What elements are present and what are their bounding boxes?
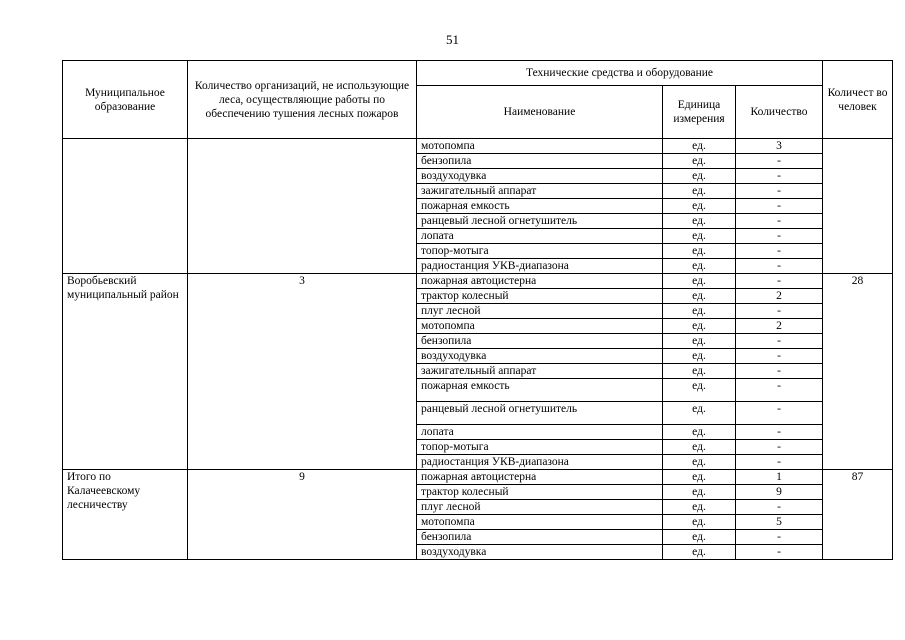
item-quantity-cell: - <box>736 199 823 214</box>
item-name-cell: пожарная емкость <box>417 379 663 402</box>
item-unit-cell: ед. <box>663 319 736 334</box>
item-unit-cell: ед. <box>663 515 736 530</box>
item-name-cell: радиостанция УКВ-диапазона <box>417 455 663 470</box>
people-count-cell: 28 <box>823 274 893 470</box>
item-unit-cell: ед. <box>663 154 736 169</box>
item-unit-cell: ед. <box>663 545 736 560</box>
item-name-cell: ранцевый лесной огнетушитель <box>417 214 663 229</box>
item-name-cell: мотопомпа <box>417 139 663 154</box>
item-quantity-cell: - <box>736 425 823 440</box>
municipality-cell <box>63 139 188 274</box>
table-body <box>63 139 893 560</box>
item-unit-cell: ед. <box>663 259 736 274</box>
item-unit-cell: ед. <box>663 349 736 364</box>
item-quantity-cell: 5 <box>736 515 823 530</box>
item-quantity-cell: - <box>736 154 823 169</box>
header-people: Количест во человек <box>823 61 893 139</box>
item-quantity-cell: - <box>736 334 823 349</box>
item-name-cell: бензопила <box>417 530 663 545</box>
header-org-count: Количество организаций, не использующие леса, осуществляющие работы по обеспечению тушения лесных пожаров <box>188 61 417 139</box>
table-row <box>63 274 893 289</box>
item-name-cell: трактор колесный <box>417 289 663 304</box>
item-name-cell: воздуходувка <box>417 169 663 184</box>
item-unit-cell: ед. <box>663 425 736 440</box>
item-unit-cell: ед. <box>663 184 736 199</box>
item-quantity-cell: - <box>736 455 823 470</box>
item-quantity-cell: - <box>736 229 823 244</box>
item-name-cell: топор-мотыга <box>417 244 663 259</box>
header-name: Наименование <box>417 86 663 139</box>
item-name-cell: пожарная автоцистерна <box>417 274 663 289</box>
header-municipality: Муниципальное образование <box>63 61 188 139</box>
item-unit-cell: ед. <box>663 274 736 289</box>
table-row <box>63 470 893 485</box>
item-name-cell: ранцевый лесной огнетушитель <box>417 402 663 425</box>
people-count-cell: 87 <box>823 470 893 560</box>
item-unit-cell: ед. <box>663 364 736 379</box>
org-count-cell: 9 <box>188 470 417 560</box>
item-name-cell: радиостанция УКВ-диапазона <box>417 259 663 274</box>
item-unit-cell: ед. <box>663 530 736 545</box>
item-quantity-cell: - <box>736 402 823 425</box>
item-name-cell: мотопомпа <box>417 319 663 334</box>
item-quantity-cell: - <box>736 259 823 274</box>
item-name-cell: пожарная автоцистерна <box>417 470 663 485</box>
item-name-cell: лопата <box>417 229 663 244</box>
item-unit-cell: ед. <box>663 470 736 485</box>
item-quantity-cell: - <box>736 500 823 515</box>
item-unit-cell: ед. <box>663 229 736 244</box>
item-unit-cell: ед. <box>663 199 736 214</box>
org-count-cell <box>188 139 417 274</box>
municipality-cell: Итого по Калачеевскому лесничеству <box>63 470 188 560</box>
item-quantity-cell: - <box>736 274 823 289</box>
item-name-cell: пожарная емкость <box>417 199 663 214</box>
item-unit-cell: ед. <box>663 334 736 349</box>
item-name-cell: лопата <box>417 425 663 440</box>
item-unit-cell: ед. <box>663 379 736 402</box>
item-quantity-cell: - <box>736 169 823 184</box>
item-quantity-cell: - <box>736 244 823 259</box>
item-unit-cell: ед. <box>663 169 736 184</box>
org-count-cell: 3 <box>188 274 417 470</box>
item-name-cell: воздуходувка <box>417 349 663 364</box>
item-quantity-cell: - <box>736 379 823 402</box>
item-quantity-cell: 3 <box>736 139 823 154</box>
people-count-cell <box>823 139 893 274</box>
item-quantity-cell: - <box>736 349 823 364</box>
item-quantity-cell: 1 <box>736 470 823 485</box>
item-name-cell: мотопомпа <box>417 515 663 530</box>
item-unit-cell: ед. <box>663 139 736 154</box>
item-name-cell: трактор колесный <box>417 485 663 500</box>
item-unit-cell: ед. <box>663 214 736 229</box>
item-quantity-cell: - <box>736 184 823 199</box>
header-quantity: Количество <box>736 86 823 139</box>
item-name-cell: зажигательный аппарат <box>417 184 663 199</box>
item-name-cell: бензопила <box>417 334 663 349</box>
item-unit-cell: ед. <box>663 455 736 470</box>
item-quantity-cell: - <box>736 364 823 379</box>
item-unit-cell: ед. <box>663 304 736 319</box>
item-name-cell: топор-мотыга <box>417 440 663 455</box>
page-number: 51 <box>446 32 459 47</box>
header-equipment-group: Технические средства и оборудование <box>417 61 823 86</box>
item-quantity-cell: - <box>736 214 823 229</box>
item-unit-cell: ед. <box>663 485 736 500</box>
item-quantity-cell: - <box>736 530 823 545</box>
item-unit-cell: ед. <box>663 402 736 425</box>
header-unit: Единица измерения <box>663 86 736 139</box>
item-unit-cell: ед. <box>663 440 736 455</box>
item-name-cell: плуг лесной <box>417 304 663 319</box>
item-quantity-cell: - <box>736 440 823 455</box>
table-row <box>63 139 893 154</box>
item-quantity-cell: - <box>736 304 823 319</box>
item-quantity-cell: 9 <box>736 485 823 500</box>
item-quantity-cell: 2 <box>736 289 823 304</box>
item-unit-cell: ед. <box>663 244 736 259</box>
municipality-cell: Воробьевский муниципальный район <box>63 274 188 470</box>
item-name-cell: плуг лесной <box>417 500 663 515</box>
equipment-table <box>62 60 893 560</box>
item-unit-cell: ед. <box>663 500 736 515</box>
item-quantity-cell: - <box>736 545 823 560</box>
item-unit-cell: ед. <box>663 289 736 304</box>
item-quantity-cell: 2 <box>736 319 823 334</box>
item-name-cell: бензопила <box>417 154 663 169</box>
item-name-cell: воздуходувка <box>417 545 663 560</box>
item-name-cell: зажигательный аппарат <box>417 364 663 379</box>
